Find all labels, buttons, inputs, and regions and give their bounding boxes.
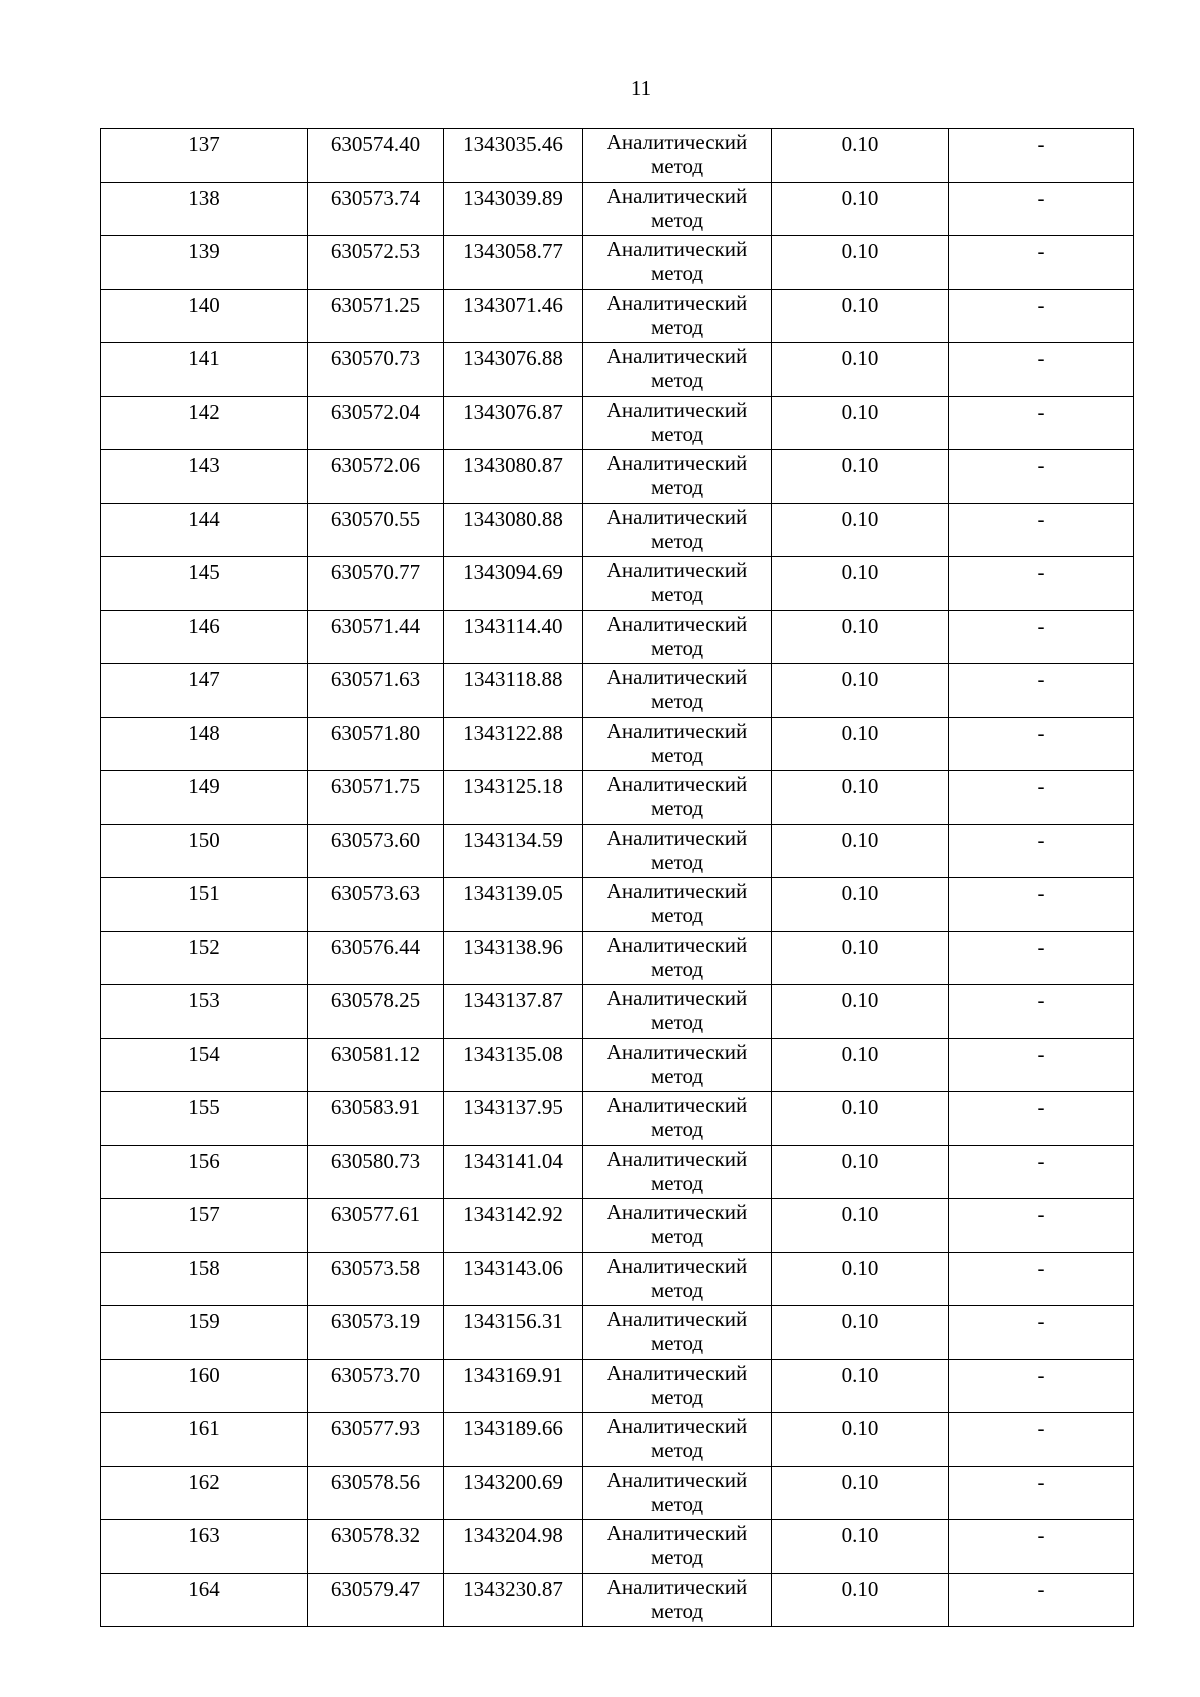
y-coordinate-cell: 1343200.69 [444,1466,583,1520]
x-coordinate-cell: 630572.04 [308,396,444,450]
point-number-cell: 139 [101,236,308,290]
method-line-1: Аналитический [606,504,748,529]
accuracy-cell: 0.10 [772,1145,949,1199]
method-line-2: метод [650,1170,704,1195]
y-coordinate-cell: 1343080.87 [444,450,583,504]
x-coordinate-cell: 630578.25 [308,985,444,1039]
method-cell [583,396,772,450]
y-coordinate-cell: 1343080.88 [444,503,583,557]
accuracy-cell: 0.10 [772,931,949,985]
accuracy-cell: 0.10 [772,771,949,825]
y-coordinate-cell: 1343138.96 [444,931,583,985]
method-cell [583,664,772,718]
table-body [101,129,1134,1627]
note-cell: - [949,824,1134,878]
y-coordinate-cell: 1343230.87 [444,1573,583,1627]
note-cell: - [949,985,1134,1039]
method-line-1: Аналитический [606,451,748,475]
x-coordinate-cell: 630573.63 [308,878,444,932]
method-cell [583,985,772,1039]
method-line-1: Аналитический [606,1521,748,1545]
y-coordinate-cell: 1343118.88 [444,664,583,718]
method-line-1: Аналитический [606,932,748,957]
table-row [101,1145,1134,1199]
table-row [101,1038,1134,1092]
point-number-cell: 157 [101,1199,308,1253]
point-number-cell: 149 [101,771,308,825]
accuracy-cell: 0.10 [772,557,949,611]
table-row [101,771,1134,825]
x-coordinate-cell: 630573.60 [308,824,444,878]
accuracy-cell: 0.10 [772,824,949,878]
note-cell: - [949,182,1134,236]
table-row [101,931,1134,985]
y-coordinate-cell: 1343114.40 [444,610,583,664]
method-line-2: метод [650,421,704,446]
accuracy-cell: 0.10 [772,1092,949,1146]
method-line-1: Аналитический [606,1253,748,1278]
table-row [101,664,1134,718]
x-coordinate-cell: 630570.73 [308,343,444,397]
method-line-1: Аналитический [606,183,748,208]
method-line-1: Аналитический [606,1146,748,1171]
accuracy-cell: 0.10 [772,182,949,236]
y-coordinate-cell: 1343156.31 [444,1306,583,1360]
method-cell [583,236,772,290]
method-line-2: метод [650,1277,704,1302]
table-row [101,1520,1134,1574]
x-coordinate-cell: 630573.19 [308,1306,444,1360]
method-line-2: метод [650,1598,704,1623]
method-cell [583,1252,772,1306]
method-line-2: метод [650,475,704,499]
note-cell: - [949,1359,1134,1413]
method-line-1: Аналитический [606,772,748,796]
method-cell [583,1199,772,1253]
method-line-1: Аналитический [606,825,748,850]
y-coordinate-cell: 1343076.87 [444,396,583,450]
table-row [101,557,1134,611]
table-row [101,289,1134,343]
y-coordinate-cell: 1343134.59 [444,824,583,878]
method-cell [583,343,772,397]
accuracy-cell: 0.10 [772,610,949,664]
note-cell: - [949,343,1134,397]
method-line-2: метод [650,796,704,820]
table-row [101,824,1134,878]
x-coordinate-cell: 630581.12 [308,1038,444,1092]
accuracy-cell: 0.10 [772,289,949,343]
y-coordinate-cell: 1343125.18 [444,771,583,825]
accuracy-cell: 0.10 [772,450,949,504]
x-coordinate-cell: 630577.61 [308,1199,444,1253]
y-coordinate-cell: 1343135.08 [444,1038,583,1092]
x-coordinate-cell: 630572.06 [308,450,444,504]
point-number-cell: 144 [101,503,308,557]
accuracy-cell: 0.10 [772,396,949,450]
y-coordinate-cell: 1343076.88 [444,343,583,397]
note-cell: - [949,1145,1134,1199]
method-cell [583,289,772,343]
method-line-1: Аналитический [606,1360,748,1385]
method-line-1: Аналитический [606,1200,748,1224]
method-line-2: метод [650,368,704,392]
method-line-2: метод [650,582,704,606]
y-coordinate-cell: 1343204.98 [444,1520,583,1574]
accuracy-cell: 0.10 [772,1413,949,1467]
x-coordinate-cell: 630576.44 [308,931,444,985]
x-coordinate-cell: 630579.47 [308,1573,444,1627]
y-coordinate-cell: 1343058.77 [444,236,583,290]
method-line-1: Аналитический [606,1414,748,1438]
method-cell [583,878,772,932]
point-number-cell: 160 [101,1359,308,1413]
y-coordinate-cell: 1343143.06 [444,1252,583,1306]
x-coordinate-cell: 630571.25 [308,289,444,343]
note-cell: - [949,878,1134,932]
note-cell: - [949,396,1134,450]
method-cell [583,557,772,611]
method-line-2: метод [650,689,704,713]
point-number-cell: 142 [101,396,308,450]
y-coordinate-cell: 1343142.92 [444,1199,583,1253]
method-line-1: Аналитический [606,397,748,422]
note-cell: - [949,1252,1134,1306]
point-number-cell: 155 [101,1092,308,1146]
table-row [101,1573,1134,1627]
method-line-1: Аналитический [606,558,748,582]
note-cell: - [949,557,1134,611]
x-coordinate-cell: 630583.91 [308,1092,444,1146]
method-line-2: метод [650,1438,704,1462]
x-coordinate-cell: 630573.58 [308,1252,444,1306]
table-row [101,343,1134,397]
point-number-cell: 137 [101,129,308,183]
table-row [101,129,1134,183]
note-cell: - [949,1306,1134,1360]
point-number-cell: 138 [101,182,308,236]
accuracy-cell: 0.10 [772,1038,949,1092]
table-row [101,396,1134,450]
method-cell [583,503,772,557]
table-row [101,1413,1134,1467]
method-cell [583,824,772,878]
page-number: 11 [630,76,652,100]
point-number-cell: 146 [101,610,308,664]
note-cell: - [949,1413,1134,1467]
method-cell [583,1092,772,1146]
table-row [101,610,1134,664]
x-coordinate-cell: 630571.75 [308,771,444,825]
note-cell: - [949,129,1134,183]
method-line-1: Аналитический [606,665,748,689]
note-cell: - [949,1573,1134,1627]
accuracy-cell: 0.10 [772,1306,949,1360]
x-coordinate-cell: 630573.74 [308,182,444,236]
point-number-cell: 145 [101,557,308,611]
x-coordinate-cell: 630573.70 [308,1359,444,1413]
x-coordinate-cell: 630571.44 [308,610,444,664]
x-coordinate-cell: 630572.53 [308,236,444,290]
method-line-2: метод [650,1491,704,1516]
point-number-cell: 159 [101,1306,308,1360]
method-line-2: метод [650,1331,704,1355]
note-cell: - [949,1466,1134,1520]
x-coordinate-cell: 630578.56 [308,1466,444,1520]
method-line-2: метод [650,207,704,232]
accuracy-cell: 0.10 [772,1199,949,1253]
table-row [101,182,1134,236]
method-line-1: Аналитический [606,1039,748,1064]
method-line-1: Аналитический [606,718,748,743]
point-number-cell: 152 [101,931,308,985]
method-line-2: метод [650,742,704,767]
y-coordinate-cell: 1343139.05 [444,878,583,932]
x-coordinate-cell: 630570.55 [308,503,444,557]
table-row [101,1252,1134,1306]
accuracy-cell: 0.10 [772,717,949,771]
point-number-cell: 150 [101,824,308,878]
note-cell: - [949,1520,1134,1574]
table-row [101,878,1134,932]
method-cell [583,610,772,664]
method-line-1: Аналитический [606,1574,748,1599]
method-line-2: метод [650,903,704,927]
method-line-2: метод [650,1384,704,1409]
x-coordinate-cell: 630571.80 [308,717,444,771]
point-number-cell: 161 [101,1413,308,1467]
y-coordinate-cell: 1343039.89 [444,182,583,236]
x-coordinate-cell: 630570.77 [308,557,444,611]
table-row [101,450,1134,504]
method-line-1: Аналитический [606,879,748,903]
point-number-cell: 162 [101,1466,308,1520]
point-number-cell: 158 [101,1252,308,1306]
y-coordinate-cell: 1343094.69 [444,557,583,611]
accuracy-cell: 0.10 [772,343,949,397]
accuracy-cell: 0.10 [772,1466,949,1520]
note-cell: - [949,610,1134,664]
y-coordinate-cell: 1343141.04 [444,1145,583,1199]
method-line-1: Аналитический [606,290,748,315]
method-line-2: метод [650,1063,704,1088]
method-cell [583,1145,772,1199]
method-line-1: Аналитический [606,1467,748,1492]
accuracy-cell: 0.10 [772,129,949,183]
method-cell [583,1520,772,1574]
table-row [101,1466,1134,1520]
table-row [101,236,1134,290]
method-cell [583,1359,772,1413]
note-cell: - [949,289,1134,343]
method-line-2: метод [650,1010,704,1034]
method-line-2: метод [650,154,704,178]
accuracy-cell: 0.10 [772,236,949,290]
y-coordinate-cell: 1343189.66 [444,1413,583,1467]
method-line-2: метод [650,635,704,660]
y-coordinate-cell: 1343169.91 [444,1359,583,1413]
point-number-cell: 148 [101,717,308,771]
x-coordinate-cell: 630574.40 [308,129,444,183]
table-row [101,1306,1134,1360]
point-number-cell: 140 [101,289,308,343]
method-line-1: Аналитический [606,237,748,261]
point-number-cell: 156 [101,1145,308,1199]
x-coordinate-cell: 630577.93 [308,1413,444,1467]
note-cell: - [949,717,1134,771]
method-cell [583,717,772,771]
x-coordinate-cell: 630578.32 [308,1520,444,1574]
method-line-2: метод [650,1117,704,1141]
x-coordinate-cell: 630580.73 [308,1145,444,1199]
accuracy-cell: 0.10 [772,503,949,557]
method-cell [583,450,772,504]
accuracy-cell: 0.10 [772,1252,949,1306]
method-cell [583,129,772,183]
y-coordinate-cell: 1343137.95 [444,1092,583,1146]
method-line-2: метод [650,1545,704,1569]
note-cell: - [949,1199,1134,1253]
x-coordinate-cell: 630571.63 [308,664,444,718]
note-cell: - [949,1092,1134,1146]
y-coordinate-cell: 1343137.87 [444,985,583,1039]
method-line-2: метод [650,1224,704,1248]
method-line-2: метод [650,849,704,874]
point-number-cell: 163 [101,1520,308,1574]
coordinates-table [100,128,1134,1627]
method-line-2: метод [650,261,704,285]
point-number-cell: 154 [101,1038,308,1092]
method-line-1: Аналитический [606,344,748,368]
note-cell: - [949,1038,1134,1092]
accuracy-cell: 0.10 [772,878,949,932]
note-cell: - [949,503,1134,557]
method-line-2: метод [650,956,704,981]
point-number-cell: 151 [101,878,308,932]
method-line-1: Аналитический [606,611,748,636]
table-row [101,503,1134,557]
method-cell [583,1038,772,1092]
table-row [101,717,1134,771]
method-line-1: Аналитический [606,130,748,154]
accuracy-cell: 0.10 [772,1359,949,1413]
method-cell [583,182,772,236]
point-number-cell: 147 [101,664,308,718]
method-cell [583,1466,772,1520]
table-row [101,1359,1134,1413]
accuracy-cell: 0.10 [772,985,949,1039]
method-line-2: метод [650,528,704,553]
point-number-cell: 164 [101,1573,308,1627]
accuracy-cell: 0.10 [772,664,949,718]
note-cell: - [949,664,1134,718]
y-coordinate-cell: 1343035.46 [444,129,583,183]
method-cell [583,1573,772,1627]
note-cell: - [949,236,1134,290]
method-cell [583,931,772,985]
point-number-cell: 143 [101,450,308,504]
method-cell [583,771,772,825]
point-number-cell: 153 [101,985,308,1039]
note-cell: - [949,450,1134,504]
accuracy-cell: 0.10 [772,1573,949,1627]
y-coordinate-cell: 1343071.46 [444,289,583,343]
point-number-cell: 141 [101,343,308,397]
table-row [101,1199,1134,1253]
note-cell: - [949,931,1134,985]
table-row [101,1092,1134,1146]
method-line-1: Аналитический [606,986,748,1010]
y-coordinate-cell: 1343122.88 [444,717,583,771]
method-line-2: метод [650,314,704,339]
accuracy-cell: 0.10 [772,1520,949,1574]
method-cell [583,1413,772,1467]
note-cell: - [949,771,1134,825]
table-row [101,985,1134,1039]
method-cell [583,1306,772,1360]
method-line-1: Аналитический [606,1307,748,1331]
method-line-1: Аналитический [606,1093,748,1117]
